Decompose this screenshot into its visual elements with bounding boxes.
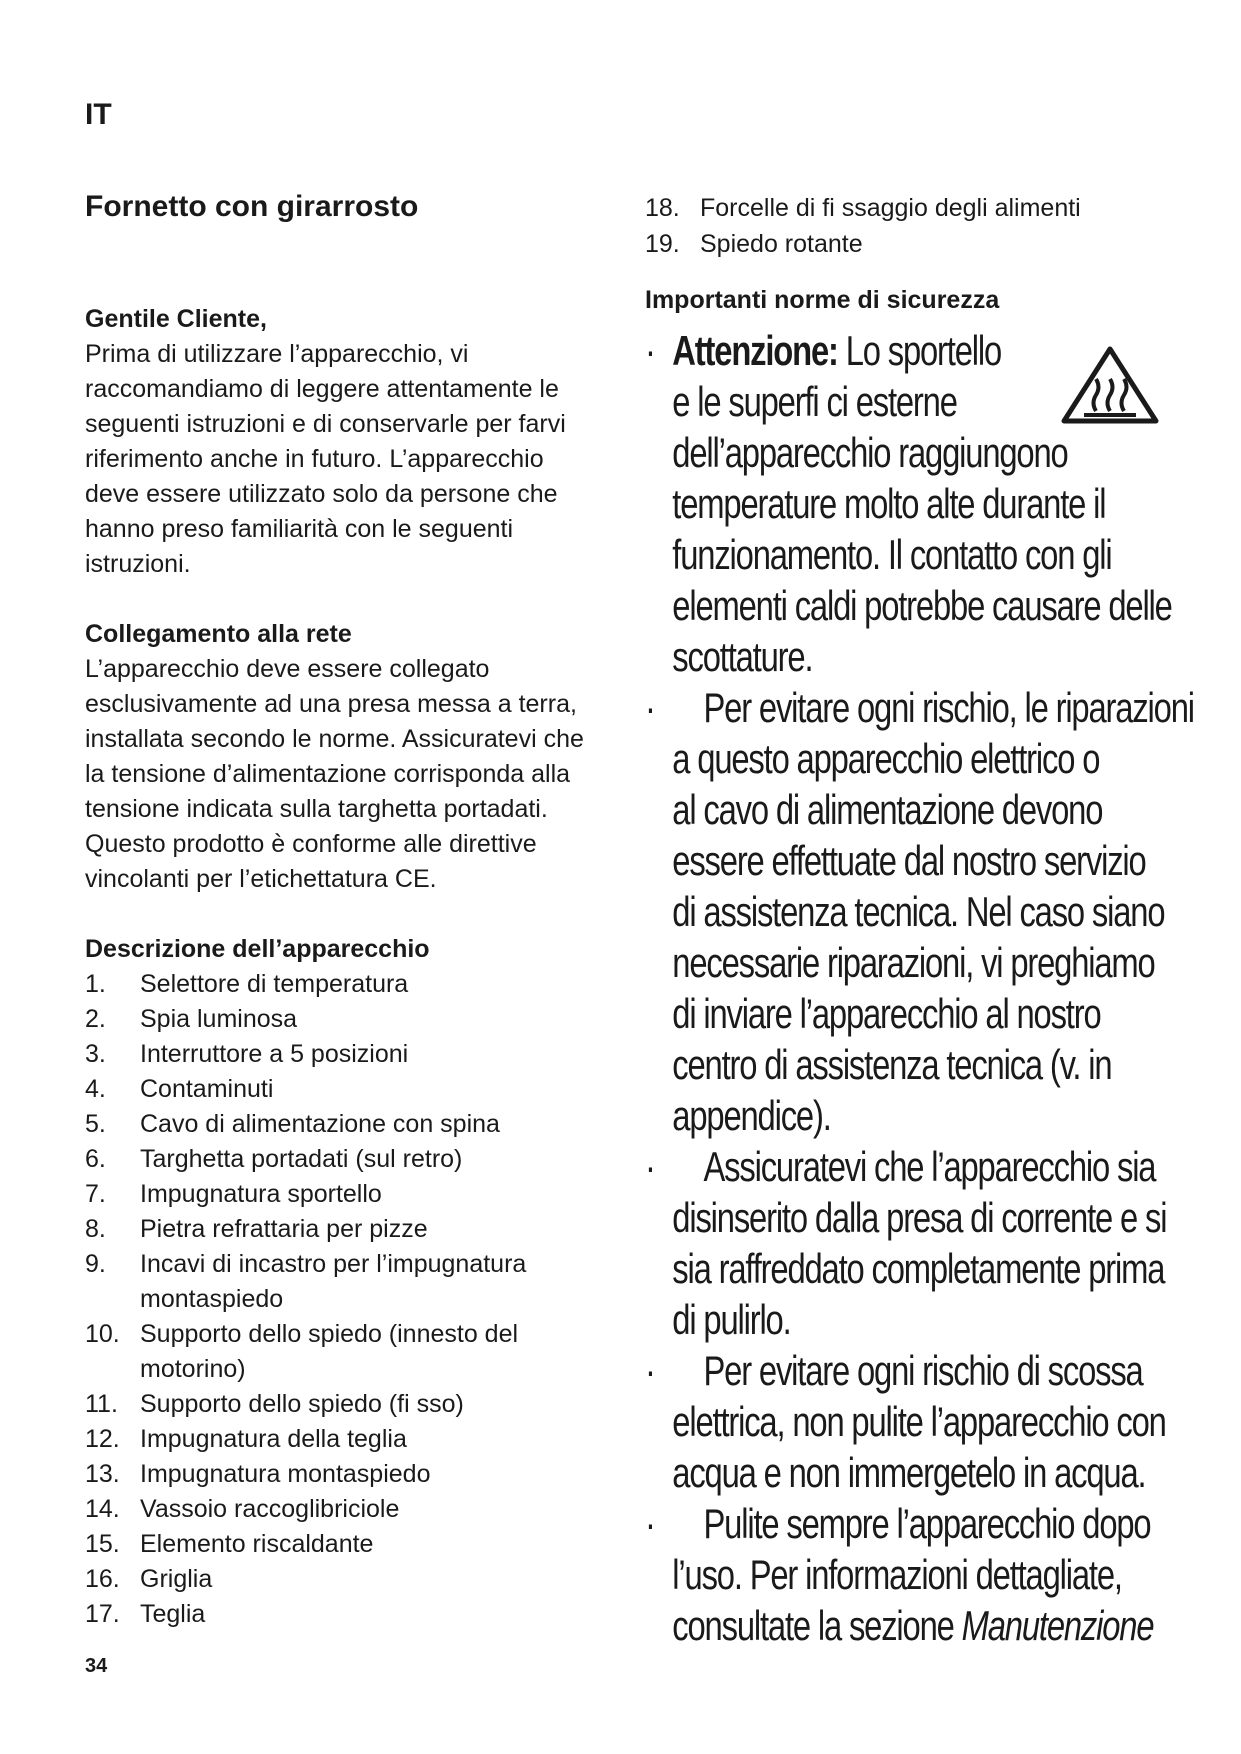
text-line: funzionamento. Il contatto con gli bbox=[672, 531, 1112, 578]
item-text: Teglia bbox=[140, 1600, 206, 1628]
list-item bbox=[85, 1457, 625, 1492]
list-item bbox=[85, 1352, 625, 1387]
text-line: sia raffreddato completamente prima bbox=[672, 1245, 1165, 1292]
list-item bbox=[85, 1597, 625, 1632]
item-number: 10. bbox=[85, 1320, 120, 1348]
manutenzione-reference: Manutenzione bbox=[961, 1602, 1154, 1649]
text-line: di inviare l’apparecchio al nostro bbox=[672, 990, 1101, 1037]
item-text: Supporto dello spiedo (fi sso) bbox=[140, 1390, 464, 1418]
list-item bbox=[85, 1177, 625, 1212]
safety-item-unplug bbox=[645, 1141, 1207, 1345]
list-item bbox=[85, 1317, 625, 1352]
list-item bbox=[85, 1107, 625, 1142]
item-text: Vassoio raccoglibriciole bbox=[140, 1495, 400, 1523]
item-text: Spia luminosa bbox=[140, 1005, 298, 1033]
safety-item-cleaning bbox=[645, 1498, 1207, 1651]
list-item bbox=[85, 1492, 625, 1527]
item-text: Contaminuti bbox=[140, 1075, 274, 1103]
text-line: essere effettuate dal nostro servizio bbox=[672, 837, 1146, 884]
text-line: la tensione d’alimentazione corrisponda alla bbox=[85, 760, 571, 788]
list-item bbox=[85, 1422, 625, 1457]
item-text: Forcelle di fi ssaggio degli alimenti bbox=[700, 194, 1081, 222]
text-line: Pulite sempre l’apparecchio dopo bbox=[703, 1500, 1151, 1547]
list-item bbox=[85, 1002, 625, 1037]
bullet: · bbox=[645, 1347, 655, 1394]
text-line: a questo apparecchio elettrico o bbox=[672, 735, 1100, 782]
list-item bbox=[645, 226, 1205, 262]
bullet: · bbox=[645, 1143, 655, 1190]
list-item bbox=[85, 1037, 625, 1072]
list-item bbox=[85, 1387, 625, 1422]
safety-item-water bbox=[645, 1345, 1207, 1498]
item-number: 18. bbox=[645, 194, 680, 222]
item-number: 5. bbox=[85, 1110, 106, 1138]
text-line: temperature molto alte durante il bbox=[672, 480, 1106, 527]
item-number: 16. bbox=[85, 1565, 120, 1593]
item-text: Impugnatura sportello bbox=[140, 1180, 382, 1208]
item-text: Impugnatura della teglia bbox=[140, 1425, 407, 1453]
list-item bbox=[645, 190, 1205, 226]
connection-text bbox=[85, 652, 625, 897]
text-line: riferimento anche in futuro. L’apparecchio bbox=[85, 445, 544, 473]
item-number bbox=[85, 1352, 140, 1387]
bullet: · bbox=[645, 1500, 655, 1547]
item-text: Spiedo rotante bbox=[700, 230, 863, 258]
text-line: disinserito dalla presa di corrente e si bbox=[672, 1194, 1167, 1241]
item-number: 7. bbox=[85, 1180, 106, 1208]
item-text: Pietra refrattaria per pizze bbox=[140, 1215, 428, 1243]
item-number: 6. bbox=[85, 1145, 106, 1173]
text-line: Questo prodotto è conforme alle direttive bbox=[85, 830, 537, 858]
item-text: Selettore di temperatura bbox=[140, 970, 409, 998]
language-code: IT bbox=[85, 98, 112, 131]
item-text: Interruttore a 5 posizioni bbox=[140, 1040, 409, 1068]
item-number: 15. bbox=[85, 1530, 120, 1558]
text-line: di pulirlo. bbox=[672, 1296, 791, 1343]
text-line: scottature. bbox=[672, 633, 813, 680]
safety-heading: Importanti norme di sicurezza bbox=[645, 286, 1000, 314]
text-line: Per evitare ogni rischio di scossa bbox=[703, 1347, 1143, 1394]
item-number: 13. bbox=[85, 1460, 120, 1488]
page-title: Fornetto con girarrosto bbox=[85, 190, 419, 223]
item-number: 17. bbox=[85, 1600, 120, 1628]
text-line: elettrica, non pulite l’apparecchio con bbox=[672, 1398, 1166, 1445]
text-line: hanno preso familiarità con le seguenti bbox=[85, 515, 514, 543]
text-line: vincolanti per l’etichettatura CE. bbox=[85, 865, 437, 893]
text-line: Per evitare ogni rischio, le riparazioni bbox=[703, 684, 1194, 731]
text-line: consultate la sezione bbox=[672, 1602, 954, 1649]
item-text: Elemento riscaldante bbox=[140, 1530, 374, 1558]
item-text: Supporto dello spiedo (innesto del bbox=[140, 1320, 519, 1348]
item-text: motorino) bbox=[140, 1355, 246, 1383]
page-number: 34 bbox=[85, 1655, 108, 1677]
text-line: esclusivamente ad una presa messa a terra, bbox=[85, 690, 577, 718]
safety-instructions bbox=[645, 325, 1207, 1651]
item-number: 11. bbox=[85, 1390, 118, 1418]
item-number: 14. bbox=[85, 1495, 120, 1523]
text-line: installata secondo le norme. Assicuratevi che bbox=[85, 725, 584, 753]
text-line: L’apparecchio deve essere collegato bbox=[85, 655, 490, 683]
hot-surface-warning-icon bbox=[1060, 345, 1160, 425]
item-text: Impugnatura montaspiedo bbox=[140, 1460, 431, 1488]
parts-list bbox=[85, 967, 625, 1632]
list-item bbox=[85, 1247, 625, 1282]
connection-heading: Collegamento alla rete bbox=[85, 620, 352, 648]
item-number: 4. bbox=[85, 1075, 106, 1103]
text-line: deve essere utilizzato solo da persone che bbox=[85, 480, 558, 508]
parts-list-continued bbox=[645, 190, 1205, 262]
text-line: tensione indicata sulla targhetta portadati. bbox=[85, 795, 548, 823]
text-line: acqua e non immergetelo in acqua. bbox=[672, 1449, 1146, 1496]
text-line: Lo sportello bbox=[845, 327, 1002, 374]
item-text: Targhetta portadati (sul retro) bbox=[140, 1145, 463, 1173]
text-line: necessarie riparazioni, vi preghiamo bbox=[672, 939, 1155, 986]
text-line: di assistenza tecnica. Nel caso siano bbox=[672, 888, 1165, 935]
safety-item-repairs bbox=[645, 682, 1207, 1141]
text-line: appendice). bbox=[672, 1092, 831, 1139]
item-number: 19. bbox=[645, 230, 680, 258]
bullet: · bbox=[645, 327, 655, 374]
text-line: dell’apparecchio raggiungono bbox=[672, 429, 1068, 476]
text-line: raccomandiamo di leggere attentamente le bbox=[85, 375, 559, 403]
text-line: seguenti istruzioni e di conservarle per farvi bbox=[85, 410, 566, 438]
item-text: montaspiedo bbox=[140, 1285, 284, 1313]
list-item bbox=[85, 1212, 625, 1247]
item-number: 8. bbox=[85, 1215, 106, 1243]
item-text: Cavo di alimentazione con spina bbox=[140, 1110, 500, 1138]
item-text: Incavi di incastro per l’impugnatura bbox=[140, 1250, 527, 1278]
text-line: e le superfi ci esterne bbox=[672, 378, 957, 425]
bullet: · bbox=[645, 684, 655, 731]
text-line: istruzioni. bbox=[85, 550, 191, 578]
list-item bbox=[85, 1527, 625, 1562]
item-number: 1. bbox=[85, 970, 106, 998]
item-number: 3. bbox=[85, 1040, 106, 1068]
text-line: Assicuratevi che l’apparecchio sia bbox=[703, 1143, 1156, 1190]
text-line: al cavo di alimentazione devono bbox=[672, 786, 1103, 833]
item-number: 12. bbox=[85, 1425, 120, 1453]
text-line: centro di assistenza tecnica (v. in bbox=[672, 1041, 1112, 1088]
greeting-heading: Gentile Cliente, bbox=[85, 305, 267, 333]
item-number: 9. bbox=[85, 1250, 106, 1278]
attention-label: Attenzione: bbox=[672, 327, 838, 374]
description-heading: Descrizione dell’apparecchio bbox=[85, 935, 430, 963]
list-item bbox=[85, 967, 625, 1002]
list-item bbox=[85, 1562, 625, 1597]
item-text: Griglia bbox=[140, 1565, 213, 1593]
list-item bbox=[85, 1142, 625, 1177]
text-line: l’uso. Per informazioni dettagliate, bbox=[672, 1551, 1122, 1598]
greeting-text bbox=[85, 337, 625, 582]
item-number: 2. bbox=[85, 1005, 106, 1033]
item-number bbox=[85, 1282, 140, 1317]
left-column bbox=[85, 190, 625, 1632]
list-item bbox=[85, 1282, 625, 1317]
list-item bbox=[85, 1072, 625, 1107]
text-line: elementi caldi potrebbe causare delle bbox=[672, 582, 1172, 629]
text-line: Prima di utilizzare l’apparecchio, vi bbox=[85, 340, 469, 368]
